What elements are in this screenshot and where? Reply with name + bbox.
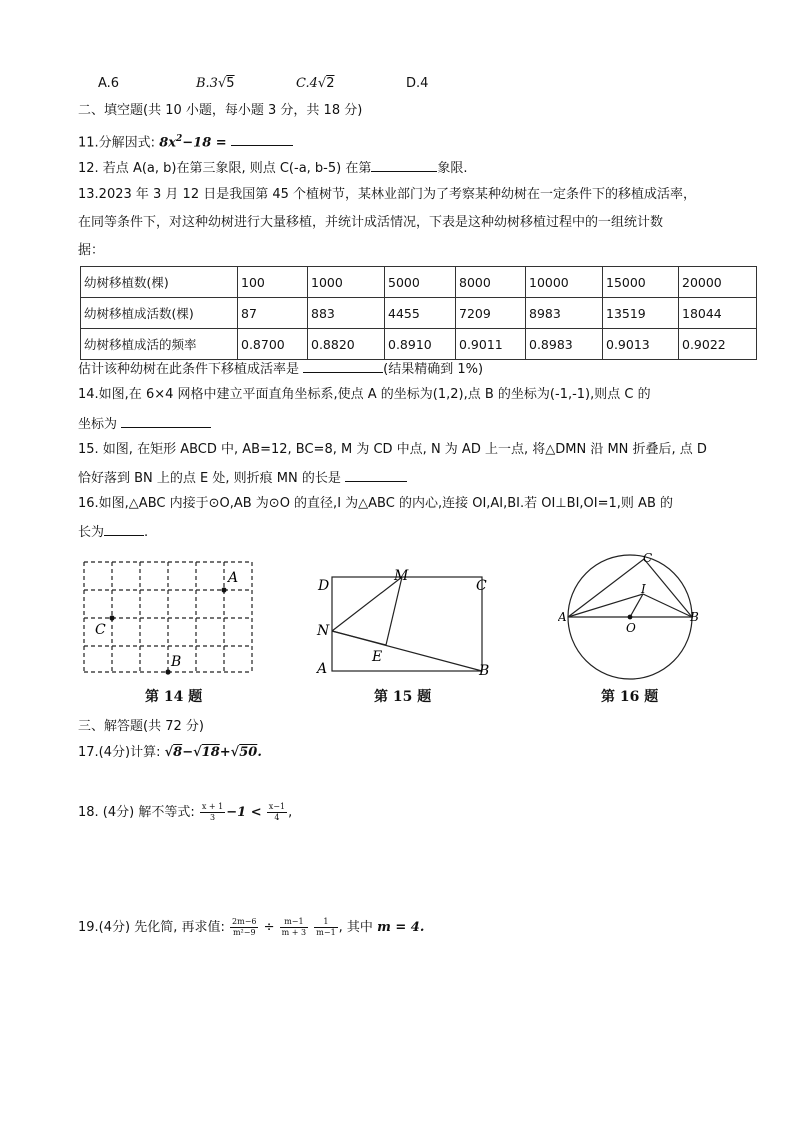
section-2-title: 二、填空题(共 10 小题，每小题 3 分，共 18 分) xyxy=(78,103,363,118)
figure-14-grid xyxy=(80,556,260,680)
label-d: D xyxy=(318,578,330,594)
q17-op-2: + xyxy=(219,745,231,760)
label-c: C xyxy=(643,551,653,565)
figure-15-rectangle xyxy=(312,563,498,681)
q18-fraction-1 xyxy=(200,802,225,823)
answer-blank[interactable] xyxy=(231,131,293,146)
option-d: D.4 xyxy=(406,76,429,91)
table-cell: 幼树移植成活数(棵) xyxy=(81,298,238,329)
label-e: E xyxy=(372,649,383,665)
q17-radicand-2: 18 xyxy=(201,745,220,760)
table-cell: 883 xyxy=(308,298,385,329)
table-row xyxy=(81,267,757,298)
table-cell: 5000 xyxy=(385,267,456,298)
table-cell: 1000 xyxy=(308,267,385,298)
q19-fraction-2 xyxy=(280,917,308,938)
question-18 xyxy=(78,802,292,823)
q18-end: , xyxy=(288,805,293,820)
sqrt-symbol: √ xyxy=(317,76,327,91)
table-cell: 0.8700 xyxy=(238,329,308,360)
option-c-prefix: C.4 xyxy=(296,76,318,91)
table-cell: 0.9013 xyxy=(603,329,679,360)
q11-expr-exp: 2 xyxy=(176,134,183,144)
fraction-numerator: x−1 xyxy=(268,802,286,811)
table-cell: 0.8983 xyxy=(526,329,603,360)
q19-text: 19.(4分) 先化简, 再求值: xyxy=(78,920,225,935)
option-c xyxy=(296,76,334,91)
answer-blank[interactable] xyxy=(303,358,383,373)
survival-table xyxy=(80,266,757,360)
q14-line1: 14.如图,在 6×4 网格中建立平面直角坐标系,使点 A 的坐标为(1,2),点 B 的坐标为(-1,-1),则点 C 的 xyxy=(78,387,651,402)
question-11 xyxy=(78,129,293,153)
question-12 xyxy=(78,157,468,179)
table-cell: 0.8820 xyxy=(308,329,385,360)
sqrt-symbol: √ xyxy=(230,745,240,760)
table-cell: 15000 xyxy=(603,267,679,298)
table-cell: 0.8910 xyxy=(385,329,456,360)
fraction-denominator: 3 xyxy=(210,813,216,822)
option-c-radicand: 2 xyxy=(326,76,335,91)
fraction-denominator: m−1 xyxy=(316,928,336,937)
label-b: B xyxy=(479,663,490,679)
answer-blank[interactable] xyxy=(371,157,437,172)
table-cell: 8983 xyxy=(526,298,603,329)
question-17 xyxy=(78,743,262,763)
q16-line2 xyxy=(78,521,148,543)
table-row xyxy=(81,329,757,360)
point-c xyxy=(109,615,114,620)
table-cell: 20000 xyxy=(679,267,757,298)
fraction-numerator: 2m−6 xyxy=(232,917,257,926)
label-i: I xyxy=(641,582,646,596)
label-a: A xyxy=(317,661,328,677)
sqrt-symbol: √ xyxy=(164,745,174,760)
figure-14-caption: 第 14 题 xyxy=(145,689,203,705)
q13-line1: 13.2023 年 3 月 12 日是我国第 45 个植树节，某林业部门为了考察某种幼树在一定条件下的移植成活率， xyxy=(78,187,697,202)
fraction-denominator: m²−9 xyxy=(232,928,256,937)
q18-fraction-2 xyxy=(267,802,287,823)
label-o: O xyxy=(626,621,636,635)
table-cell: 10000 xyxy=(526,267,603,298)
option-b-prefix: B.3 xyxy=(196,76,218,91)
q15-line2-text: 恰好落到 BN 上的点 E 处, 则折痕 MN 的长是 xyxy=(78,471,341,486)
q19-end: , 其中 xyxy=(338,920,373,935)
figure-16-circle xyxy=(558,546,708,682)
q17-op-1: − xyxy=(182,745,194,760)
q12-suffix: 象限. xyxy=(437,161,468,176)
point-b xyxy=(165,669,170,674)
q19-fraction-1 xyxy=(230,917,258,938)
table-cell: 幼树移植成活的频率 xyxy=(81,329,238,360)
table-cell: 100 xyxy=(238,267,308,298)
point-a xyxy=(221,587,226,592)
table-cell: 4455 xyxy=(385,298,456,329)
table-row xyxy=(81,298,757,329)
q16-line1: 16.如图,△ABC 内接于⊙O,AB 为⊙O 的直径,I 为△ABC 的内心,连接 OI,AI,BI.若 OI⊥BI,OI=1,则 AB 的 xyxy=(78,496,673,511)
center-point xyxy=(628,615,633,620)
q17-radicand-1: 8 xyxy=(173,745,183,760)
q17-radicand-3: 50 xyxy=(239,745,258,760)
table-cell: 0.9011 xyxy=(456,329,526,360)
label-a: A xyxy=(558,610,567,624)
table-cell: 7209 xyxy=(456,298,526,329)
label-c: C xyxy=(95,622,106,638)
table-cell: 幼树移植数(棵) xyxy=(81,267,238,298)
fraction-numerator: x + 1 xyxy=(201,802,224,811)
option-b xyxy=(196,76,235,91)
label-m: M xyxy=(394,568,409,584)
fraction-numerator: m−1 xyxy=(280,917,308,928)
label-n: N xyxy=(317,623,330,639)
q15-line1: 15. 如图, 在矩形 ABCD 中, AB=12, BC=8, M 为 CD 中点, N 为 AD 上一点, 将△DMN 沿 MN 折叠后, 点 D xyxy=(78,442,707,457)
q11-text: 11.分解因式: xyxy=(78,135,156,151)
q18-mid: −1 < xyxy=(226,805,262,820)
option-b-radicand: 5 xyxy=(226,76,235,91)
q19-condition: m = 4. xyxy=(377,920,425,935)
sqrt-symbol: √ xyxy=(193,745,202,760)
label-c: C xyxy=(476,578,487,594)
q16-line2-text: 长为 xyxy=(78,525,105,540)
option-a: A.6 xyxy=(98,76,120,91)
q19-fraction-3 xyxy=(314,917,337,938)
sqrt-symbol: √ xyxy=(217,76,227,91)
table-cell: 8000 xyxy=(456,267,526,298)
q18-text: 18. (4分) 解不等式: xyxy=(78,805,195,820)
q19-op-1: ÷ xyxy=(263,920,275,935)
figure-15-caption: 第 15 题 xyxy=(374,689,432,705)
table-cell: 87 xyxy=(238,298,308,329)
label-a: A xyxy=(228,570,239,586)
fraction-numerator: 1 xyxy=(314,917,337,928)
figure-16-caption: 第 16 题 xyxy=(601,689,659,705)
q17-text: 17.(4分)计算: xyxy=(78,745,161,760)
label-b: B xyxy=(171,654,182,670)
q15-line2 xyxy=(78,467,407,489)
table-cell: 0.9022 xyxy=(679,329,757,360)
answer-blank[interactable] xyxy=(104,521,144,536)
q14-line2 xyxy=(78,413,211,435)
q11-expr-rest: −18 = xyxy=(182,135,227,151)
q11-expr-base: 8x xyxy=(159,135,176,151)
q16-line2-suffix: . xyxy=(144,525,149,540)
question-19 xyxy=(78,917,424,938)
fraction-denominator: 4 xyxy=(274,813,280,822)
table-cell: 13519 xyxy=(603,298,679,329)
label-b: B xyxy=(690,610,699,624)
q13-estimate-text: 估计该种幼树在此条件下移植成活率是 xyxy=(78,362,300,377)
table-cell: 18044 xyxy=(679,298,757,329)
q13-line2: 在同等条件下，对这种幼树进行大量移植，并统计成活情况，下表是这种幼树移植过程中的一组统计数 xyxy=(78,215,664,230)
q14-line2-text: 坐标为 xyxy=(78,417,118,432)
fraction-denominator: m + 3 xyxy=(281,928,307,937)
q17-end: . xyxy=(257,745,262,760)
q13-line3: 据： xyxy=(78,243,105,258)
q12-text: 12. 若点 A(a, b)在第三象限, 则点 C(-a, b-5) 在第 xyxy=(78,161,372,176)
answer-blank[interactable] xyxy=(345,467,407,482)
section-3-title: 三、解答题(共 72 分) xyxy=(78,719,204,734)
q13-estimate xyxy=(78,358,483,380)
q13-estimate-suffix: (结果精确到 1%) xyxy=(383,362,484,377)
answer-blank[interactable] xyxy=(121,413,211,428)
